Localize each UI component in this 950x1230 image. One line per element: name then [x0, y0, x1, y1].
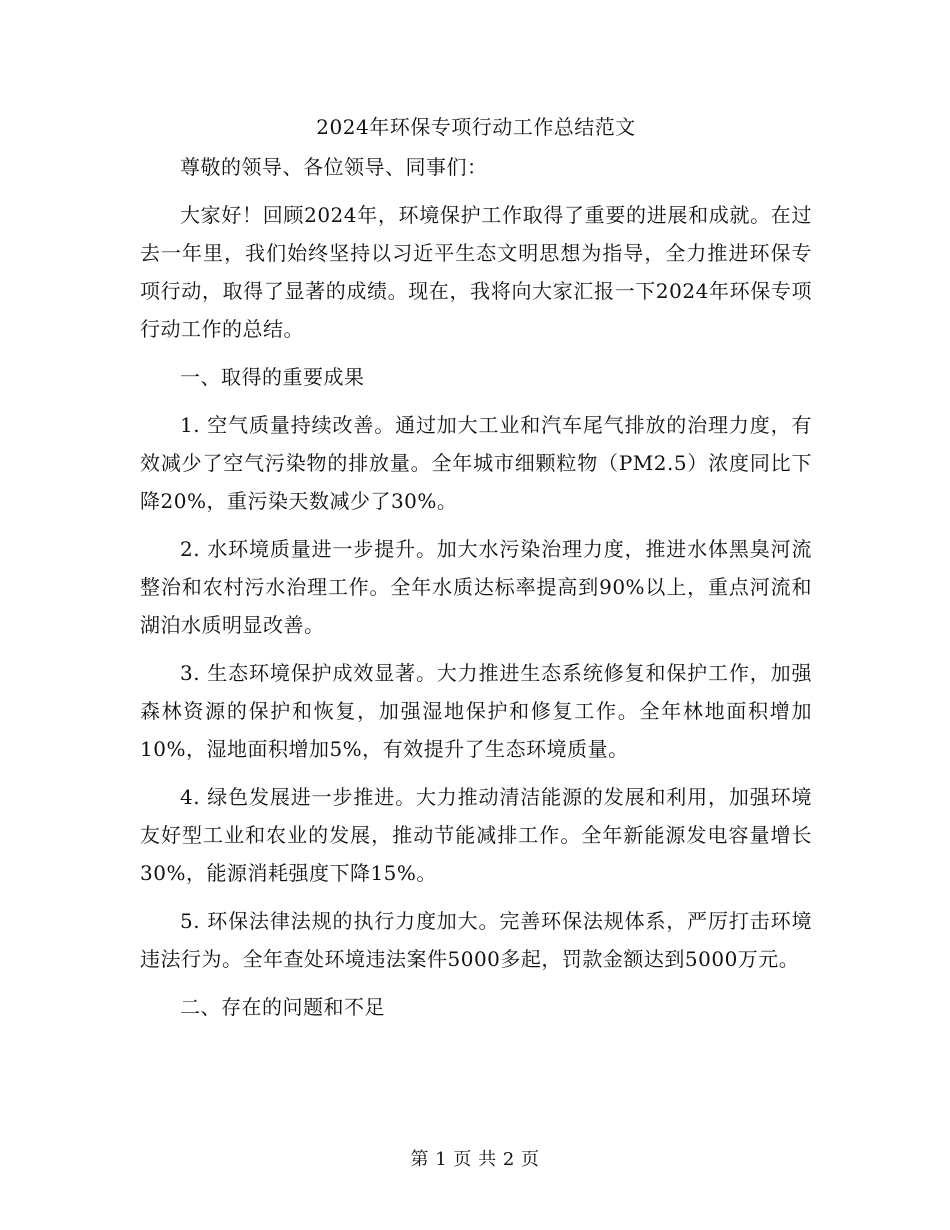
- achievement-item-2: 2. 水环境质量进一步提升。加大水污染治理力度，推进水体黑臭河流整治和农村污水治理工作。全年水质达标率提高到90%以上，重点河流和湖泊水质明显改善。: [140, 537, 812, 637]
- section-heading-achievements: 一、取得的重要成果: [180, 365, 365, 389]
- section-heading-problems: 二、存在的问题和不足: [180, 995, 385, 1019]
- achievement-item-3: 3. 生态环境保护成效显著。大力推进生态系统修复和保护工作，加强森林资源的保护和恢复，加强湿地保护和修复工作。全年林地面积增加10%，湿地面积增加5%，有效提升了生态环境质量。: [140, 661, 812, 761]
- document-body: [140, 112, 812, 1036]
- intro-paragraph: 大家好！回顾2024年，环境保护工作取得了重要的进展和成就。在过去一年里，我们始终坚持以习近平生态文明思想为指导，全力推进环保专项行动，取得了显著的成绩。现在，我将向大家汇报一下2024年环保专项行动工作的总结。: [140, 203, 812, 341]
- document-title: 2024年环保专项行动工作总结范文: [316, 115, 636, 139]
- achievement-item-5: 5. 环保法律法规的执行力度加大。完善环保法规体系，严厉打击环境违法行为。全年查处环境违法案件5000多起，罚款金额达到5000万元。: [140, 909, 812, 971]
- achievement-item-1: 1. 空气质量持续改善。通过加大工业和汽车尾气排放的治理力度，有效减少了空气污染物的排放量。全年城市细颗粒物（PM2.5）浓度同比下降20%，重污染天数减少了30%。: [140, 413, 812, 513]
- page-number-footer: 第 1 页 共 2 页: [410, 1149, 540, 1170]
- achievement-item-4: 4. 绿色发展进一步推进。大力推动清洁能源的发展和利用，加强环境友好型工业和农业的发展，推动节能减排工作。全年新能源发电容量增长30%，能源消耗强度下降15%。: [140, 785, 812, 885]
- salutation: 尊敬的领导、各位领导、同事们：: [180, 155, 488, 179]
